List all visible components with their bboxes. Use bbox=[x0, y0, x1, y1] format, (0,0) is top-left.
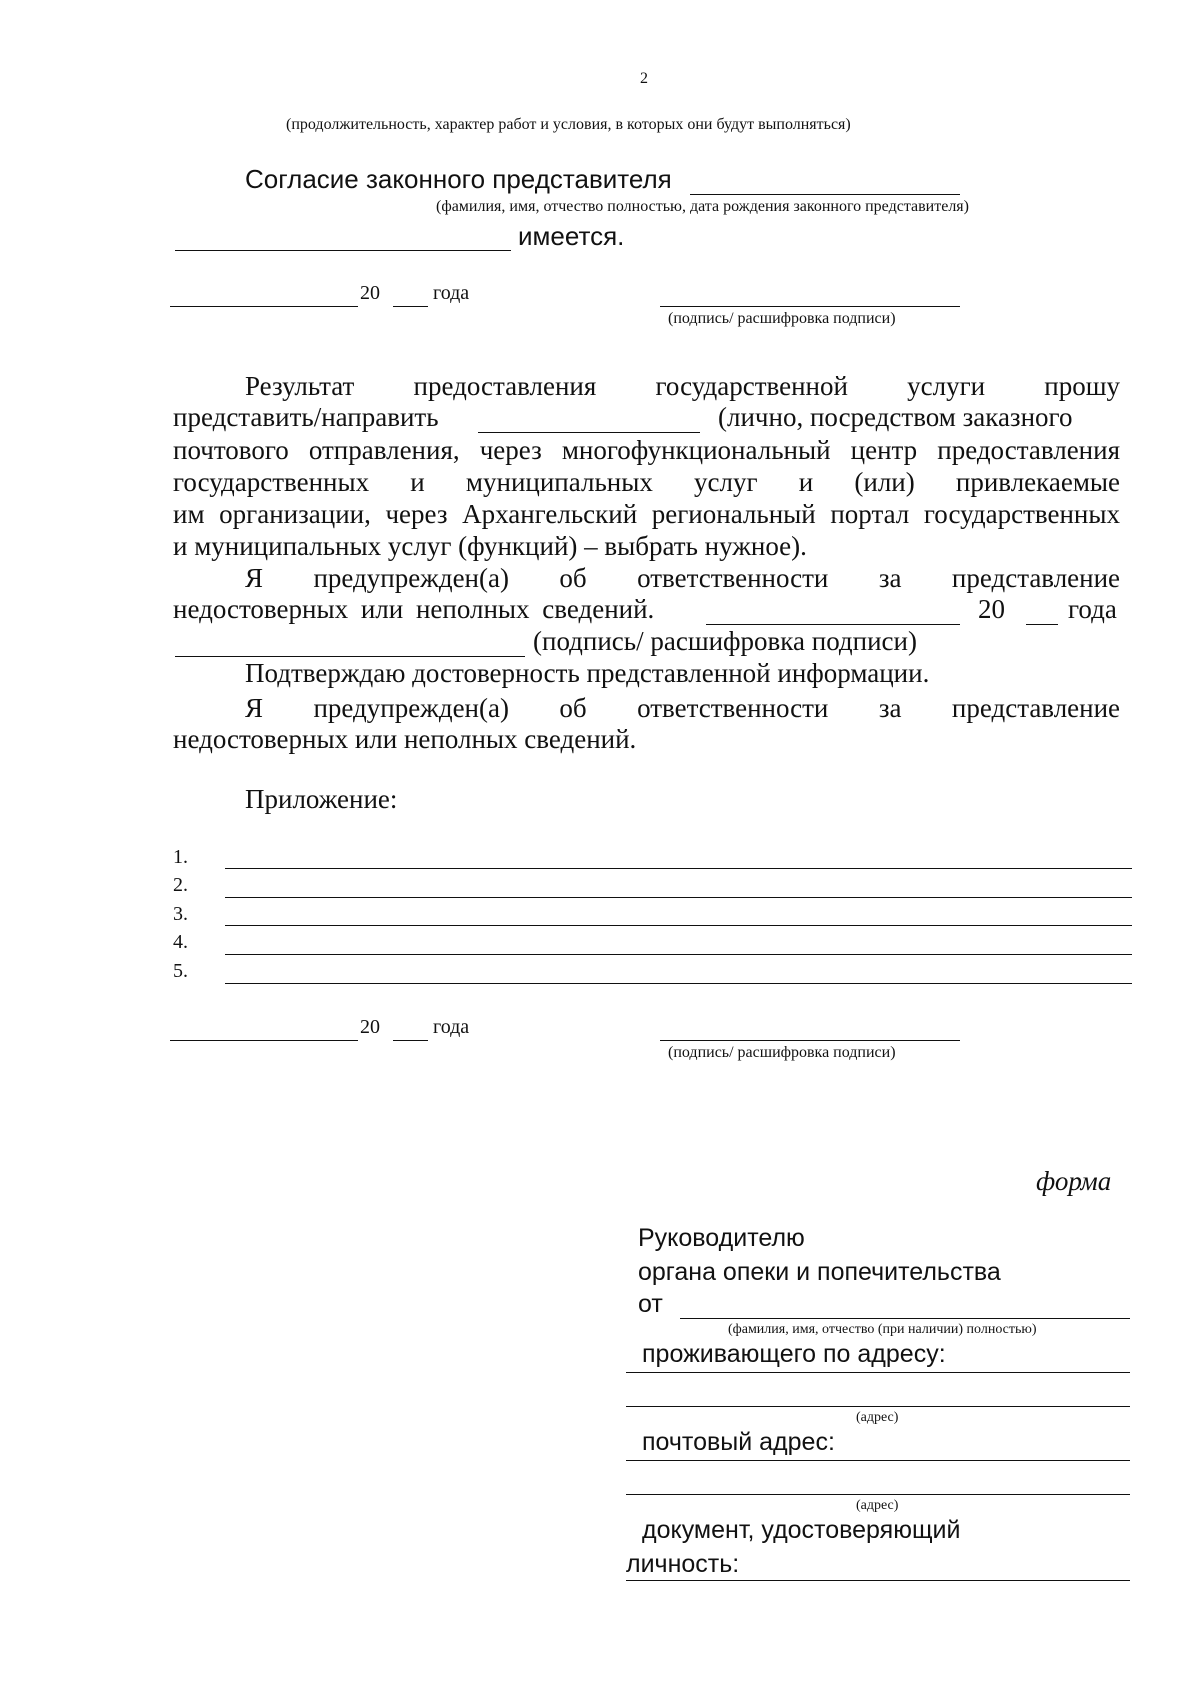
signature-line-2[interactable] bbox=[660, 1040, 960, 1041]
attachment-line-2[interactable] bbox=[225, 897, 1132, 898]
id-document-label: документ, удостоверяющий bbox=[642, 1516, 961, 1544]
attachment-line-3[interactable] bbox=[225, 925, 1132, 926]
warning-1-date-line[interactable] bbox=[706, 624, 960, 625]
year-prefix-2: 20 bbox=[360, 1016, 380, 1038]
year-prefix: 20 bbox=[360, 282, 380, 304]
attachment-number: 3. bbox=[173, 903, 188, 925]
delivery-method-line[interactable] bbox=[478, 432, 700, 433]
consent-caption: (фамилия, имя, отчество полностью, дата рождения законного представителя) bbox=[436, 198, 969, 215]
attachment-number: 5. bbox=[173, 960, 188, 982]
attachment-line-1[interactable] bbox=[225, 868, 1132, 869]
confirm-text: Подтверждаю достоверность представленной информации. bbox=[245, 658, 930, 688]
consent-suffix: имеется. bbox=[518, 221, 625, 251]
result-line-2-right: (лично, посредством заказного bbox=[718, 402, 1073, 432]
year-suffix-2: года bbox=[433, 1016, 470, 1038]
warning-1-line-1: Я предупрежден(а) об ответственности за представление bbox=[245, 563, 1121, 593]
warning-1-year-suffix: года bbox=[1068, 594, 1117, 624]
addressee-line-2: органа опеки и попечительства bbox=[638, 1258, 1001, 1286]
attachment-number: 1. bbox=[173, 846, 188, 868]
from-label: от bbox=[638, 1290, 663, 1318]
warning-2-line-2: недостоверных или неполных сведений. bbox=[173, 724, 637, 754]
date-day-month-line-2[interactable] bbox=[170, 1040, 358, 1041]
date-day-month-line[interactable] bbox=[170, 306, 358, 307]
residence-address-line[interactable] bbox=[626, 1406, 1130, 1407]
from-fill-line[interactable] bbox=[680, 1318, 1130, 1319]
postal-line[interactable] bbox=[626, 1460, 1130, 1461]
residence-line[interactable] bbox=[626, 1372, 1130, 1373]
warning-1-year-prefix: 20 bbox=[978, 594, 1005, 624]
attachment-title: Приложение: bbox=[245, 784, 398, 814]
signature-line[interactable] bbox=[660, 306, 960, 307]
year-fill-line-2[interactable] bbox=[393, 1040, 428, 1041]
postal-address-line[interactable] bbox=[626, 1494, 1130, 1495]
attachment-number: 4. bbox=[173, 931, 188, 953]
address-caption-1: (адрес) bbox=[856, 1410, 899, 1425]
attachment-line-4[interactable] bbox=[225, 954, 1132, 955]
result-line-6: и муниципальных услуг (функций) – выбрать нужное). bbox=[173, 531, 807, 561]
signature-caption: (подпись/ расшифровка подписи) bbox=[668, 310, 896, 327]
result-line-3: почтового отправления, через многофункциональный центр предоставления bbox=[173, 435, 1120, 465]
result-line-4: государственных и муниципальных услуг и (или) привлекаемые bbox=[173, 467, 1121, 497]
page-number: 2 bbox=[640, 70, 648, 87]
address-caption-2: (адрес) bbox=[856, 1498, 899, 1513]
consent-fill-line[interactable] bbox=[690, 194, 960, 195]
residence-label: проживающего по адресу: bbox=[642, 1340, 946, 1368]
id-document-label-2: личность: bbox=[626, 1550, 740, 1578]
consent-fill-line-2[interactable] bbox=[175, 250, 511, 251]
year-suffix: года bbox=[433, 282, 470, 304]
result-line-5: им организации, через Архангельский региональный портал государственных bbox=[173, 499, 1120, 529]
warning-1-line-2-left: недостоверных или неполных сведений. bbox=[173, 594, 655, 624]
form-label: форма bbox=[1036, 1166, 1112, 1196]
year-fill-line[interactable] bbox=[393, 306, 428, 307]
postal-label: почтовый адрес: bbox=[642, 1428, 835, 1456]
attachment-line-5[interactable] bbox=[225, 983, 1132, 984]
attachment-number: 2. bbox=[173, 874, 188, 896]
warning-1-signature-caption: (подпись/ расшифровка подписи) bbox=[533, 626, 917, 656]
addressee-line-1: Руководителю bbox=[638, 1224, 805, 1252]
warning-1-signature-line[interactable] bbox=[175, 656, 525, 657]
work-conditions-caption: (продолжительность, характер работ и условия, в которых они будут выполняться) bbox=[286, 116, 851, 133]
result-line-2-left: представить/направить bbox=[173, 402, 439, 432]
warning-1-year-line[interactable] bbox=[1026, 624, 1058, 625]
result-line-1: Результат предоставления государственной услуги прошу bbox=[245, 371, 1121, 401]
warning-2-line-1: Я предупрежден(а) об ответственности за представление bbox=[245, 693, 1121, 723]
consent-label: Согласие законного представителя bbox=[245, 164, 672, 194]
id-document-line[interactable] bbox=[626, 1580, 1130, 1581]
from-caption: (фамилия, имя, отчество (при наличии) полностью) bbox=[728, 1322, 1037, 1337]
signature-caption-2: (подпись/ расшифровка подписи) bbox=[668, 1044, 896, 1061]
